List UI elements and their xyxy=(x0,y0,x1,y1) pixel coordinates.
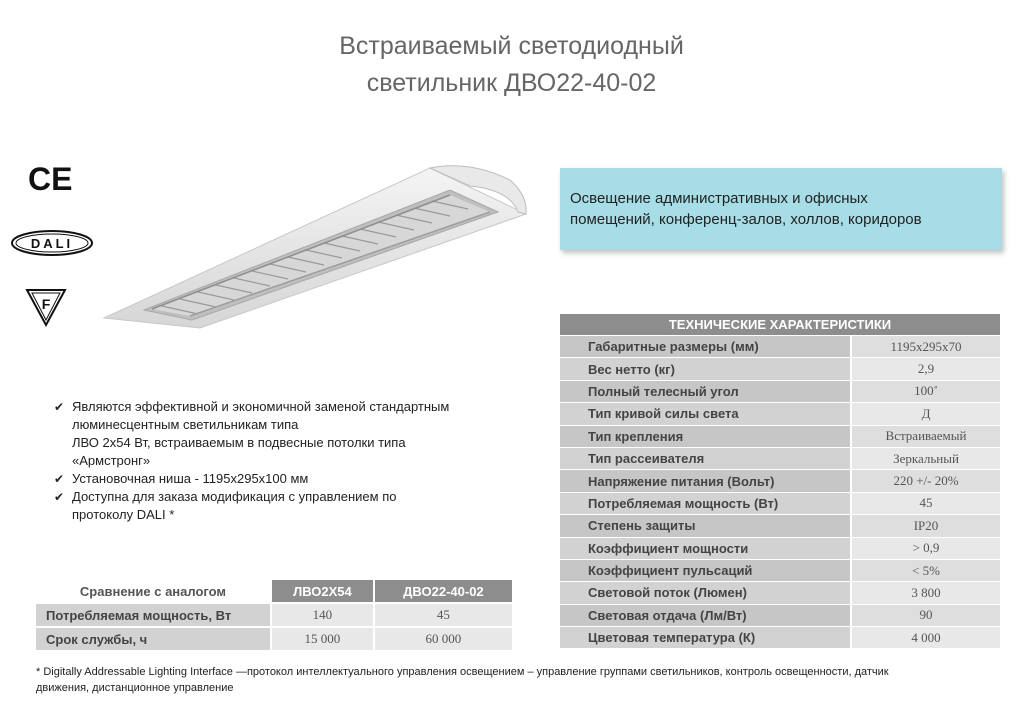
spec-label: Тип рассеивателя xyxy=(560,447,851,469)
tech-specs-table xyxy=(560,314,1000,648)
table-row xyxy=(560,627,1000,649)
comparison-value: 60 000 xyxy=(374,627,512,650)
spec-value: 220 +/- 20% xyxy=(851,470,1000,492)
comparison-column-header: ДВО22-40-02 xyxy=(374,580,512,603)
table-row xyxy=(560,515,1000,537)
checkmark-icon: ✔ xyxy=(54,490,65,504)
table-row xyxy=(560,537,1000,559)
list-item xyxy=(52,470,522,488)
table-row xyxy=(560,492,1000,514)
bullet-line: Установочная ниша - 1195х295х100 мм xyxy=(72,471,309,486)
dali-logo-icon xyxy=(10,228,94,258)
luminaire-image xyxy=(100,160,530,330)
info-line-1: Освещение административных и офисных xyxy=(570,190,868,207)
bullet-line: ЛВО 2х54 Вт, встраиваемым в подвесные потолки типа xyxy=(72,435,406,450)
table-row xyxy=(560,358,1000,380)
spec-label: Световой поток (Люмен) xyxy=(560,582,851,604)
spec-value: > 0,9 xyxy=(851,537,1000,559)
spec-value: 1195х295х70 xyxy=(851,336,1000,358)
spec-value: < 5% xyxy=(851,559,1000,581)
footnote-line-2: движения, дистанционное управление xyxy=(36,682,234,694)
title-line-1: Встраиваемый светодиодный xyxy=(339,32,684,60)
table-row xyxy=(560,403,1000,425)
comparison-caption: Сравнение с аналогом xyxy=(36,580,271,603)
f-triangle-text: F xyxy=(41,296,51,312)
comparison-value: 140 xyxy=(271,603,374,627)
ce-mark-icon xyxy=(28,160,74,196)
footnote-line-1: * Digitally Addressable Lighting Interface —протокол интеллектуального управления освещением – управление группами светильников, контроль освещенности, датчик xyxy=(36,666,889,678)
spec-value: 45 xyxy=(851,492,1000,514)
spec-label: Габаритные размеры (мм) xyxy=(560,336,851,358)
bullet-line: «Армстронг» xyxy=(72,453,151,468)
checkmark-icon: ✔ xyxy=(54,400,65,414)
spec-value: Зеркальный xyxy=(851,447,1000,469)
spec-label: Тип кривой силы света xyxy=(560,403,851,425)
title-line-2: светильник ДВО22-40-02 xyxy=(366,69,657,97)
application-info-box xyxy=(560,168,1002,250)
spec-label: Полный телесный угол xyxy=(560,380,851,402)
dali-logo-text: DALI xyxy=(30,236,74,251)
spec-label: Коэффициент мощности xyxy=(560,537,851,559)
spec-label: Потребляемая мощность (Вт) xyxy=(560,492,851,514)
comparison-value: 15 000 xyxy=(271,627,374,650)
features-list xyxy=(52,398,522,524)
spec-value: 90 xyxy=(851,604,1000,626)
comparison-table xyxy=(36,580,512,650)
comparison-value: 45 xyxy=(374,603,512,627)
list-item xyxy=(52,398,522,470)
table-row xyxy=(36,603,512,627)
spec-value: 3 800 xyxy=(851,582,1000,604)
spec-value: Д xyxy=(851,403,1000,425)
table-row xyxy=(560,425,1000,447)
spec-value: 100˚ xyxy=(851,380,1000,402)
bullet-line: Являются эффективной и экономичной заменой стандартным xyxy=(72,399,450,414)
table-row xyxy=(36,627,512,650)
spec-label: Степень защиты xyxy=(560,515,851,537)
ce-mark-text: CE xyxy=(28,161,73,196)
table-row xyxy=(560,559,1000,581)
spec-label: Вес нетто (кг) xyxy=(560,358,851,380)
spec-label: Напряжение питания (Вольт) xyxy=(560,470,851,492)
checkmark-icon: ✔ xyxy=(54,472,65,486)
spec-label: Тип крепления xyxy=(560,425,851,447)
spec-label: Цветовая температура (К) xyxy=(560,627,851,649)
spec-label: Световая отдача (Лм/Вт) xyxy=(560,604,851,626)
table-row xyxy=(560,336,1000,358)
table-row xyxy=(560,380,1000,402)
table-row xyxy=(560,470,1000,492)
table-row xyxy=(560,447,1000,469)
comparison-label: Потребляемая мощность, Вт xyxy=(36,603,271,627)
footnote xyxy=(36,664,996,696)
page-title xyxy=(0,28,1023,102)
list-item xyxy=(52,488,522,524)
spec-value: 4 000 xyxy=(851,627,1000,649)
bullet-line: Доступна для заказа модификация с управлением по xyxy=(72,489,397,504)
spec-value: Встраиваемый xyxy=(851,425,1000,447)
tech-specs-header: ТЕХНИЧЕСКИЕ ХАРАКТЕРИСТИКИ xyxy=(560,314,1000,336)
bullet-line: люминесцентным светильникам типа xyxy=(72,417,299,432)
comparison-column-header: ЛВО2Х54 xyxy=(271,580,374,603)
table-row xyxy=(560,582,1000,604)
bullet-line: протоколу DALI * xyxy=(72,507,175,522)
info-line-2: помещений, конференц-залов, холлов, коридоров xyxy=(570,211,922,228)
table-row xyxy=(560,604,1000,626)
f-triangle-icon xyxy=(25,287,67,327)
spec-label: Коэффициент пульсаций xyxy=(560,559,851,581)
spec-value: 2,9 xyxy=(851,358,1000,380)
spec-value: IP20 xyxy=(851,515,1000,537)
comparison-label: Срок службы, ч xyxy=(36,627,271,650)
